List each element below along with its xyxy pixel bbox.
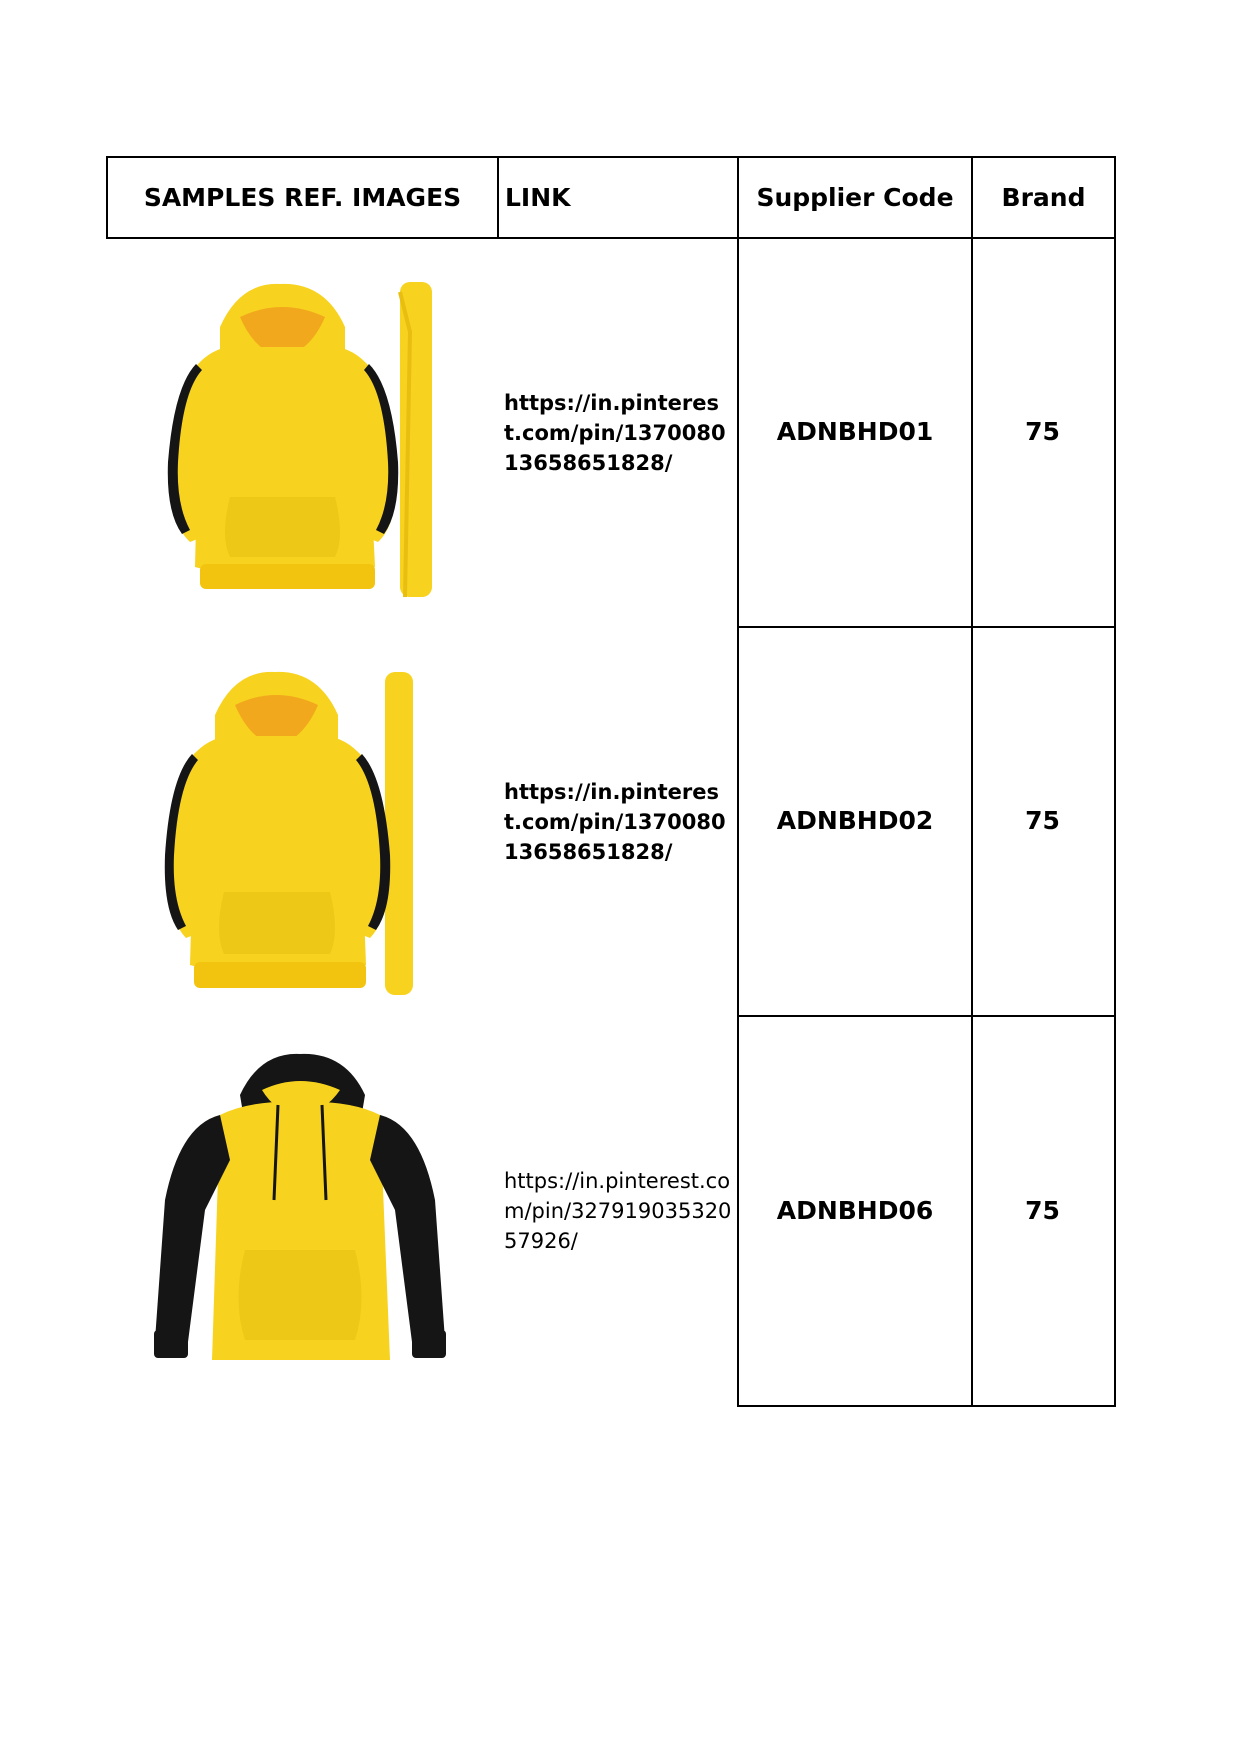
header-supplier-code xyxy=(737,156,973,239)
header-brand-label: Brand xyxy=(1001,183,1086,212)
brand-cell xyxy=(971,237,1116,628)
header-samples-ref-images xyxy=(106,156,499,239)
supplier-code-value: ADNBHD01 xyxy=(776,417,934,446)
header-images-label: SAMPLES REF. IMAGES xyxy=(143,183,462,212)
brand-cell xyxy=(971,1015,1116,1407)
header-link-label: LINK xyxy=(505,183,571,212)
sample-link[interactable]: https://in.pinterest.com/pin/32791903532057926/ xyxy=(504,1169,732,1253)
supplier-code-value: ADNBHD06 xyxy=(776,1195,934,1225)
brand-value: 75 xyxy=(1025,806,1060,835)
supplier-code-value: ADNBHD02 xyxy=(776,806,934,835)
yellow-hoodie-black-stripe-icon xyxy=(160,660,415,995)
yellow-black-raglan-hoodie-icon xyxy=(150,1050,450,1365)
brand-value: 75 xyxy=(1025,1195,1060,1225)
brand-value: 75 xyxy=(1025,417,1060,446)
supplier-code-cell xyxy=(737,237,973,628)
header-link xyxy=(497,156,739,239)
sample-link[interactable]: https://in.pinterest.com/pin/137008013658651828/ xyxy=(504,780,726,864)
yellow-hoodie-black-stripe-icon xyxy=(160,272,435,597)
supplier-code-cell xyxy=(737,626,973,1017)
header-brand xyxy=(971,156,1116,239)
brand-cell xyxy=(971,626,1116,1017)
supplier-code-cell xyxy=(737,1015,973,1407)
sample-link[interactable]: https://in.pinterest.com/pin/137008013658651828/ xyxy=(504,391,726,475)
header-supplier-code-label: Supplier Code xyxy=(756,183,954,212)
